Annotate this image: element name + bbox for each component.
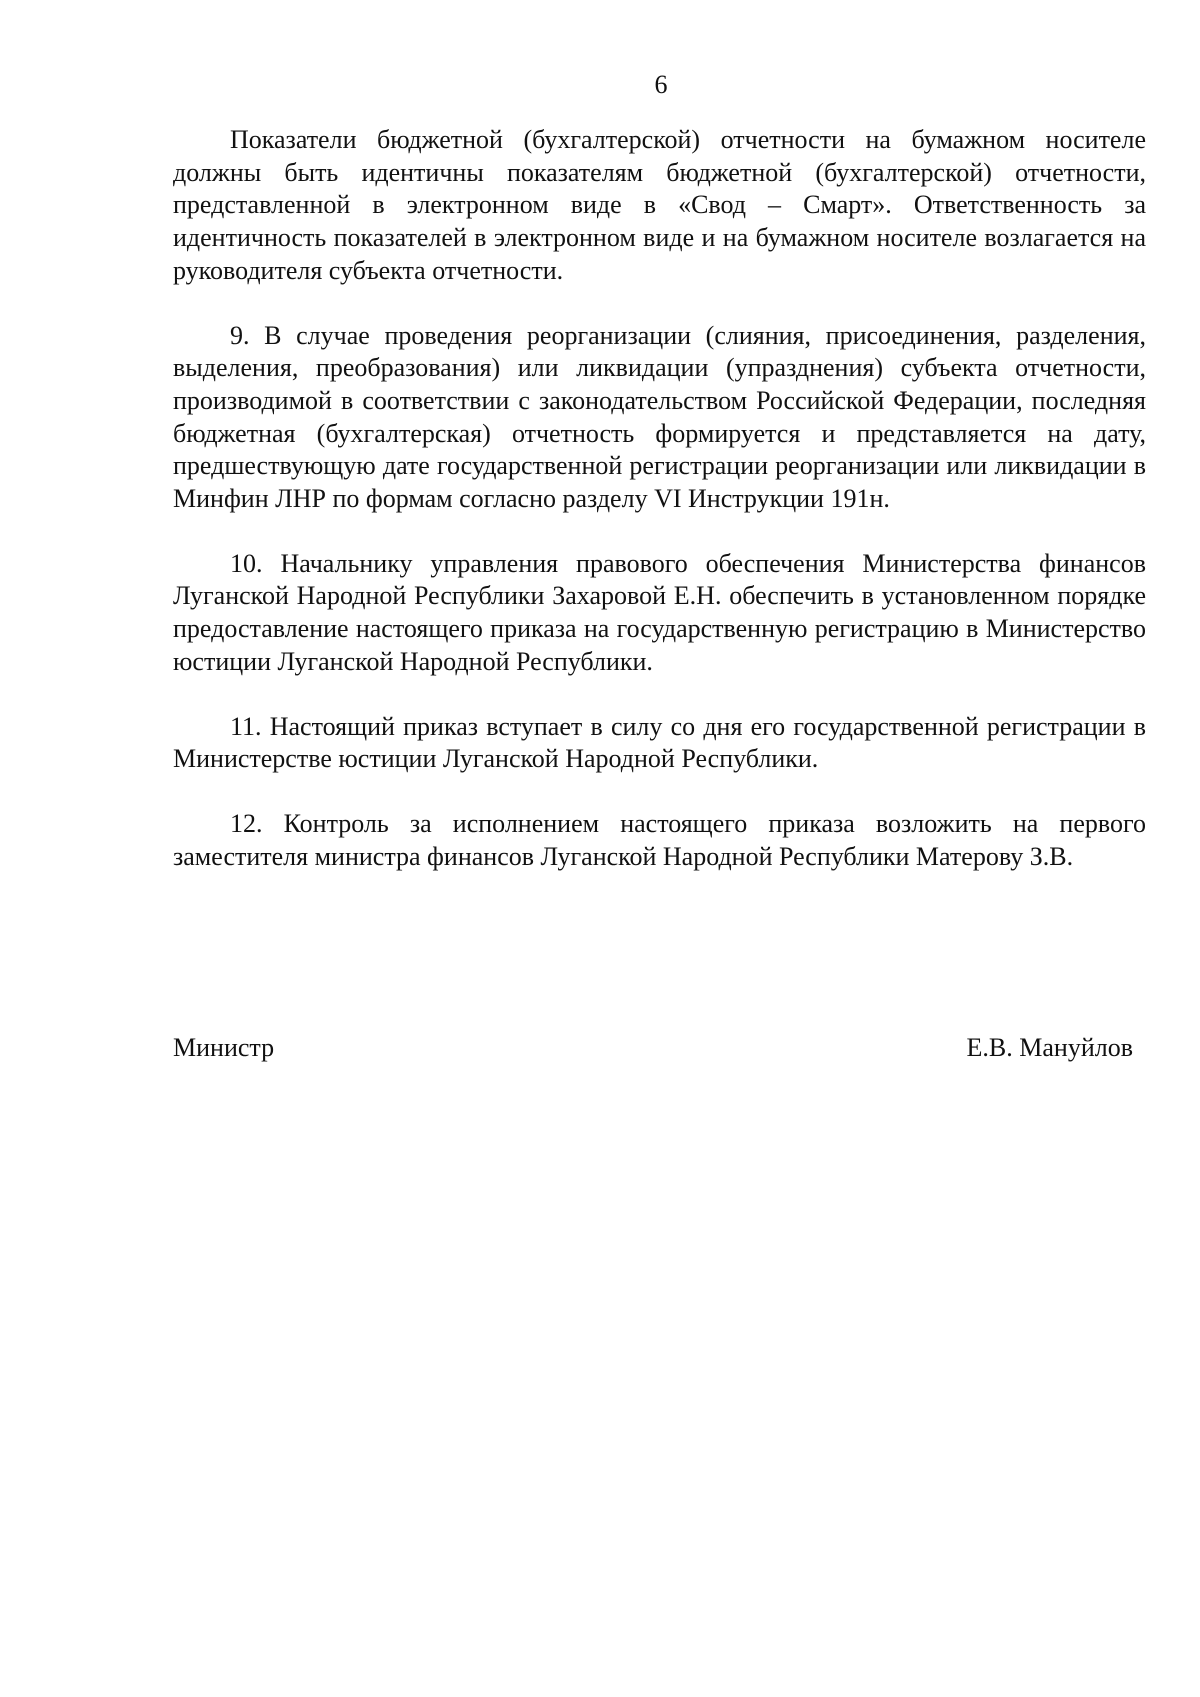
paragraph-item-12: 12. Контроль за исполнением настоящего приказа возложить на первого заместителя министра финансов Луганской Народной Республики Матерову З.В.: [173, 808, 1146, 871]
page-number: 6: [654, 70, 668, 99]
signatory-name: Е.В. Мануйлов: [966, 1033, 1133, 1062]
paragraph-report-identity: Показатели бюджетной (бухгалтерской) отчетности на бумажном носителе должны быть идентичны показателям бюджетной (бухгалтерской) отчетности, представленной в электронном виде в «Свод – Смарт». Ответственность за идентичность показателей в электронном виде и на бумажном носителе возлагается на руководителя субъекта отчетности.: [173, 125, 1146, 285]
signatory-position: Министр: [173, 1033, 275, 1062]
paragraph-item-11: 11. Настоящий приказ вступает в силу со дня его государственной регистрации в Министерстве юстиции Луганской Народной Республики.: [173, 711, 1146, 774]
signature-block: [173, 1032, 1133, 1064]
document-body: [173, 124, 1146, 905]
paragraph-item-10: 10. Начальнику управления правового обеспечения Министерства финансов Луганской Народной Республики Захаровой Е.Н. обеспечить в установленном порядке предоставление настоящего приказа на государственную регистрацию в Министерство юстиции Луганской Народной Республики.: [173, 548, 1146, 676]
paragraph-item-9: 9. В случае проведения реорганизации (слияния, присоединения, разделения, выделения, преобразования) или ликвидации (упразднения) субъекта отчетности, производимой в соответствии с законодательством Российской Федерации, последняя бюджетная (бухгалтерская) отчетность формируется и представляется на дату, предшествующую дате государственной регистрации реорганизации или ликвидации в Минфин ЛНР по формам согласно разделу VI Инструкции 191н.: [173, 320, 1146, 514]
